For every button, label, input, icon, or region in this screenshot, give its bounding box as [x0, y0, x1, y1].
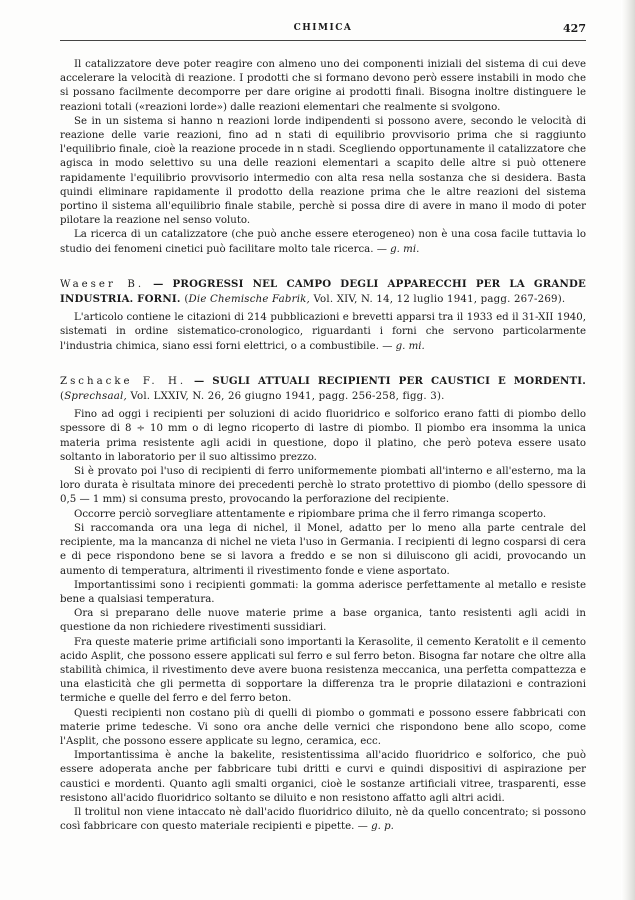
- running-title: CHIMICA: [293, 23, 353, 33]
- entry-zschacke-title: — SUGLI ATTUALI RECIPIENTI PER CAUSTICI E MORDENTI.: [194, 374, 587, 387]
- entry-waeser-heading: [60, 277, 586, 307]
- intro-paragraph-2: Se in un sistema si hanno n reazioni lorde indipendenti si possono avere, secondo le velocità di reazione delle varie reazioni, fino ad n stati di equilibrio provvisorio prima che si raggiunto l'equilibrio finale, cioè la reazione procede in n stadi. Scegliendo opportunamente il catalizzatore che agisca in modo selettivo su una delle reazioni elementari a scapito delle altre si può ottenere rapidamente l'equilibrio provvisorio intermedio con alta resa nella sostanza che si desidera. Basta quindi eliminare rapidamente il prodotto della reazione prima che le altre reazioni del sistema portino il sistema all'equilibrio finale stabile, perchè si possa dire di avere in mano il modo di poter pilotare la reazione nel senso voluto.: [60, 115, 586, 227]
- entry-zschacke-open-paren: (: [60, 391, 65, 403]
- entry-waeser-source: [184, 294, 565, 305]
- intro-signature: — g. mi.: [376, 243, 420, 255]
- spacer: [60, 354, 586, 364]
- intro-paragraph-3: [60, 228, 586, 256]
- entry-zschacke-paragraph-7: Fra queste materie prime artificiali sono importanti la Kerasolite, il cemento Keratolit e il cemento acido Asplit, che possono essere applicati sul ferro e sul ferro beton. Bisogna far notare che oltre alla stabilità chimica, il rivestimento deve avere buona resistenza meccanica, una perfetta compattezza e una elasticità che gli permetta di sopportare la differenza tra le proprie dilatazioni e contrazioni termiche e quelle del ferro e del ferro beton.: [60, 636, 586, 705]
- entry-zschacke-paragraph-6: Ora si preparano delle nuove materie prime a base organica, tanto resistenti agli acidi in questione da non richiedere rivestimenti sussidiari.: [60, 608, 586, 634]
- entry-zschacke-source: [60, 391, 445, 402]
- entry-zschacke-paragraph-5: Importantissimi sono i recipienti gommati: la gomma aderisce perfettamente al metallo e resiste bene a qualsiasi temperatura.: [60, 579, 586, 605]
- entry-zschacke-author: Zschacke F. H.: [60, 375, 187, 387]
- entry-zschacke-paragraph-10-text: Il trolitul non viene intaccato nè dall'acido fluoridrico diluito, nè da quello concentrato; si possono così fabbricare con questo materiale recipienti e pipette.: [60, 806, 586, 833]
- page-number: 427: [563, 22, 586, 35]
- entry-zschacke-heading: [60, 374, 586, 404]
- entry-waeser-title: — PROGRESSI NEL CAMPO DEGLI APPARECCHI PER LA GRANDE INDUSTRIA. FORNI.: [60, 277, 587, 306]
- entry-waeser-citation: Vol. XIV, N. 14, 12 luglio 1941, pagg. 267-269).: [313, 294, 566, 306]
- page-edge-shadow: [621, 0, 635, 900]
- intro-paragraph-3-text: La ricerca di un catalizzatore (che può anche essere eterogeneo) non è una cosa facile tuttavia lo studio dei fenomeni cinetici può facilitare molto tale ricerca.: [60, 229, 586, 255]
- entry-zschacke-signature: — g. p.: [357, 821, 394, 833]
- entry-waeser-open-paren: (: [184, 294, 189, 306]
- spacer: [60, 257, 586, 267]
- entry-waeser-author: Waeser B.: [60, 278, 145, 290]
- entry-zschacke-paragraph-9: Importantissima è anche la bakelite, resistentissima all'acido fluoridrico e solforico, che può essere adoperata anche per fabbricare tubi dritti e curvi e quindi dispositivi di aspirazione per caustici e mordenti. Quanto agli smalti organici, cioè le sostanze artificiali vitree, trasparenti, esse resistono all'acido fluoridrico soltanto se diluito e non resistono affatto agli altri acidi.: [60, 750, 586, 804]
- entry-zschacke-paragraph-1: Fino ad oggi i recipienti per soluzioni di acido fluoridrico e solforico erano fatti di piombo dello spessore di 8 ÷ 10 mm o di legno ricoperto di lastre di piombo. Il piombo era insomma la unica materia prima resistente agli acidi in questione, dopo il platino, che però poteva essere usato soltanto in laboratorio per il suo altissimo prezzo.: [60, 409, 586, 463]
- article-body: [60, 58, 586, 834]
- entry-zschacke-paragraph-4: Si raccomanda ora una lega di nichel, il Monel, adatto per lo meno alla parte centrale del recipiente, ma la mancanza di nichel ne vieta l'uso in Germania. I recipienti di legno cosparsi di cera e di pece rispondono bene se si lavora a freddo e se non si diluiscono gli acidi, provocando un aumento di temperatura, altrimenti il rivestimento fonde e viene asportato.: [60, 522, 586, 577]
- entry-zschacke-paragraph-3: Occorre perciò sorvegliare attentamente e ripiombare prima che il ferro rimanga scoperto.: [74, 508, 547, 520]
- entry-zschacke-journal: Sprechsaal,: [64, 391, 127, 403]
- running-header: [60, 22, 586, 41]
- entry-zschacke-citation: Vol. LXXIV, N. 26, 26 giugno 1941, pagg. 256-258, figg. 3).: [130, 391, 445, 403]
- entry-zschacke-paragraph-2: Si è provato poi l'uso di recipienti di ferro uniformemente piombati all'interno e all'esterno, ma la loro durata è risultata minore dei precedenti perchè lo strato protettivo di piombo (dello spessore di 0,5 — 1 mm) si consuma presto, provocando la perforazione del recipiente.: [60, 466, 586, 506]
- entry-waeser-body: [60, 311, 586, 354]
- entry-waeser-body-text: L'articolo contiene le citazioni di 214 pubblicazioni e brevetti apparsi tra il 1933 ed il 31-XII 1940, sistemati in ordine sistematico-cronologico, riguardanti i forni che servono particolarmente l'industria chimica, siano essi forni elettrici, o a combustibile.: [60, 312, 586, 352]
- intro-paragraph-1: Il catalizzatore deve poter reagire con almeno uno dei componenti iniziali del sistema di cui deve accelerare la velocità di reazione. I prodotti che si formano devono però essere instabili in modo che si possano facilmente decomporre per dare origine ai prodotti finali. Bisogna inoltre distinguere le reazioni totali («reazioni lorde») dalle reazioni elementari che realmente si svolgono.: [60, 59, 586, 113]
- entry-waeser-journal: Die Chemische Fabrik,: [188, 294, 310, 306]
- entry-zschacke-paragraph-8: Questi recipienti non costano più di quelli di piombo o gommati e possono essere fabbricati con materie prime tedesche. Vi sono ora anche delle vernici che rispondono bene allo scopo, come l'Asplit, che possono essere applicate su legno, ceramica, ecc.: [60, 707, 586, 747]
- entry-waeser-signature: — g. mi.: [382, 340, 425, 352]
- entry-zschacke-paragraph-10: [60, 806, 586, 834]
